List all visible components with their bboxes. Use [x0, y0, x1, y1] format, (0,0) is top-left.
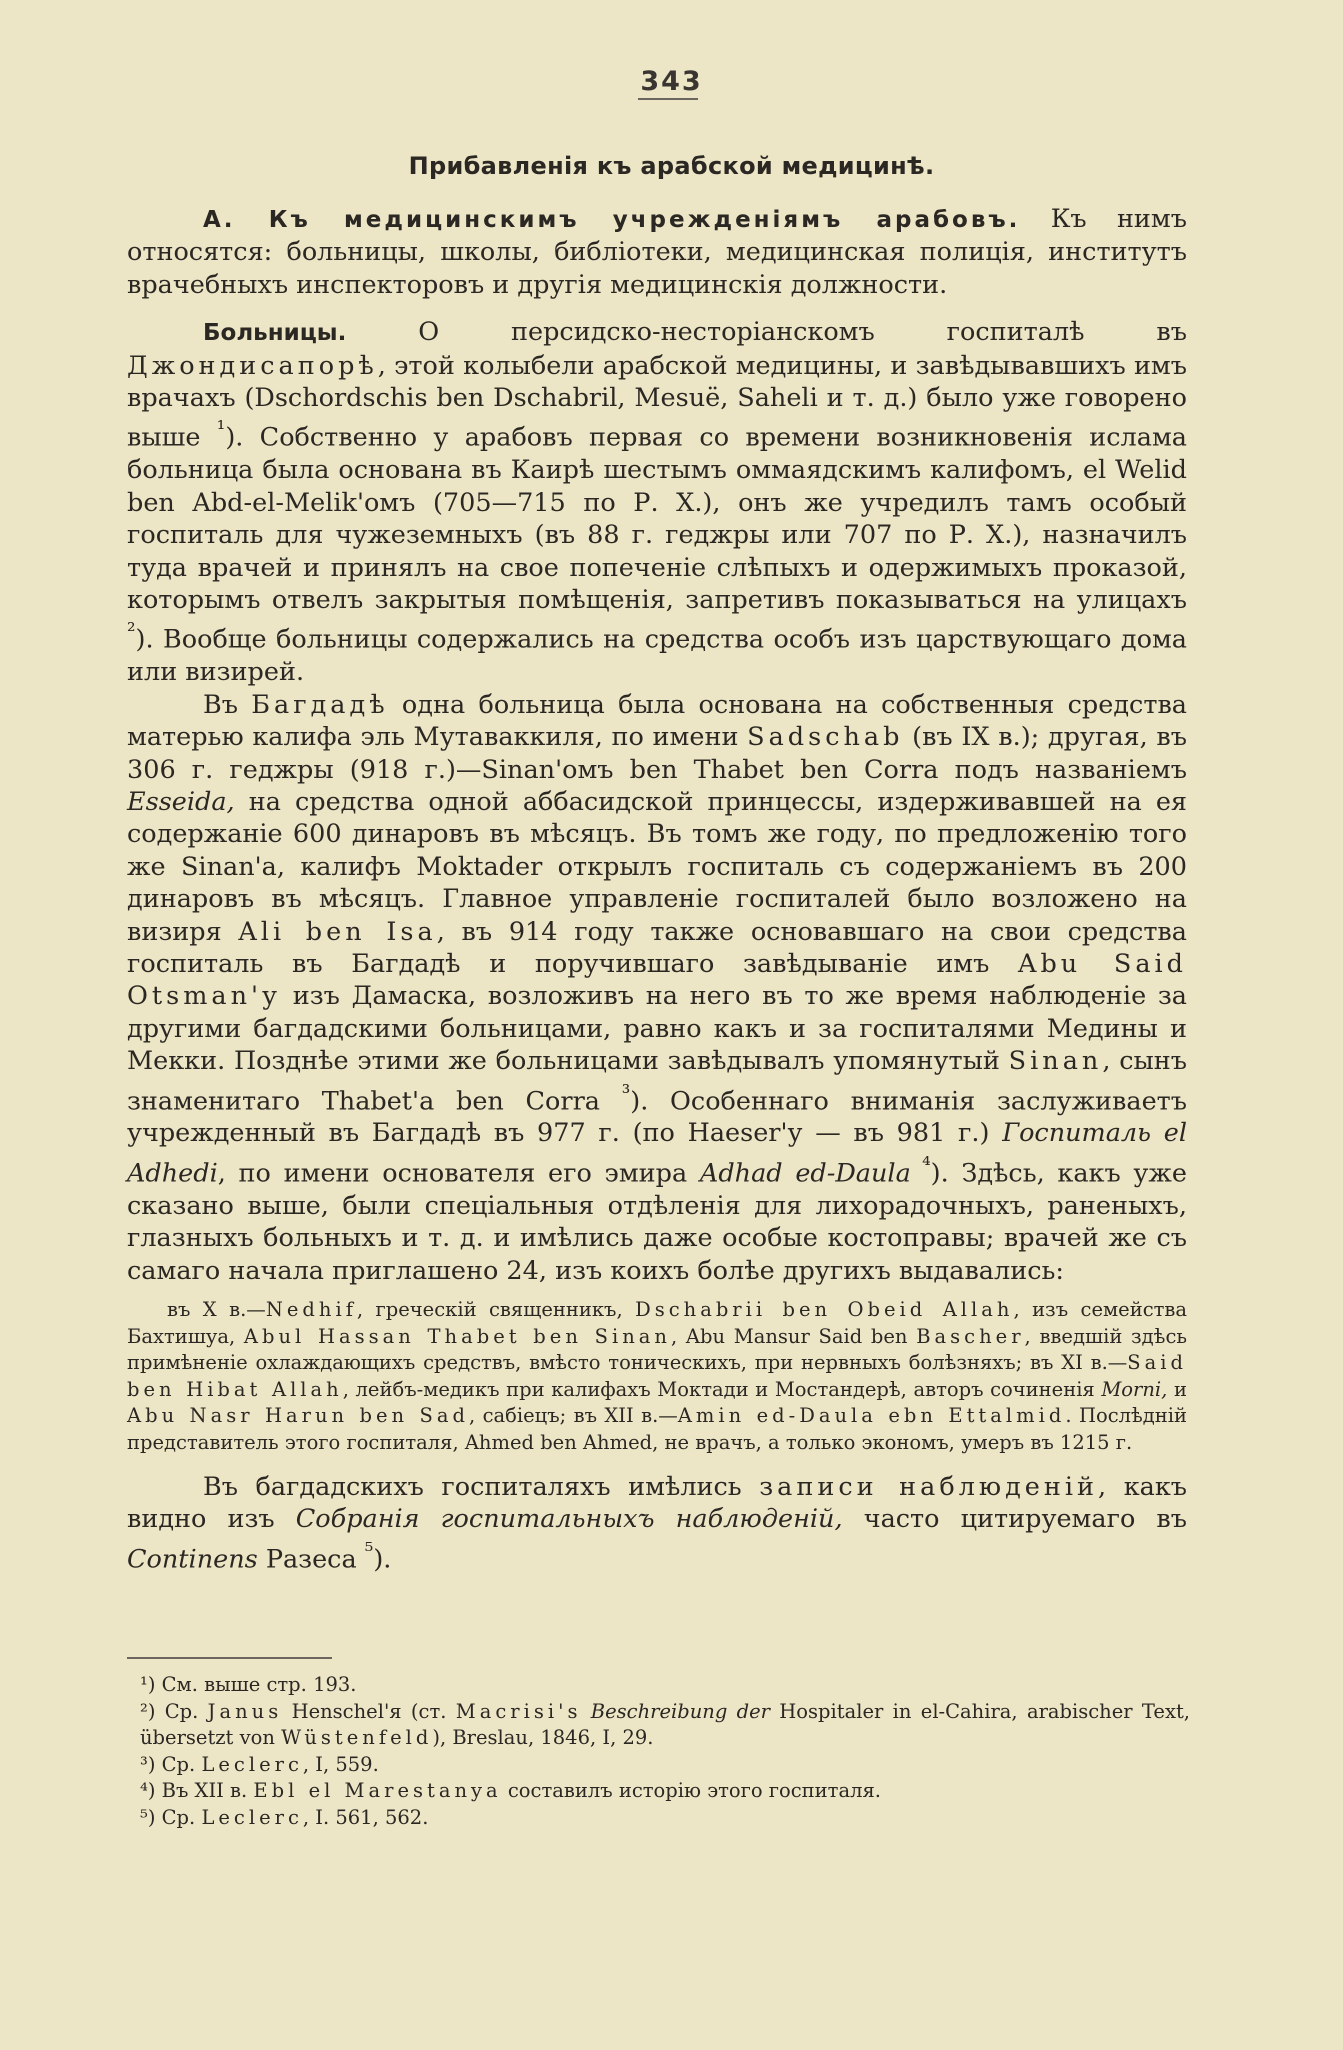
header-rule — [638, 98, 698, 100]
paragraph-records: Въ багдадскихъ госпиталяхъ имѣлись записи наблюденій, какъ видно изъ Собранія госпитальныхъ наблюденій, часто цитируемаго въ Continens Разеса $^{^5}$). — [127, 1472, 1187, 1575]
paragraph-institutions: А. Къ медицинскимъ учрежденіямъ арабовъ. Къ нимъ относятся: больницы, школы, библіотеки, медицинская полиція, институтъ врачебныхъ инспекторовъ и другія медицинскія должности. — [127, 204, 1187, 300]
footnote-rule — [127, 1657, 332, 1659]
footnote-3: ³) Ср. Leclerc, I, 559. — [140, 1752, 379, 1776]
paragraph-physicians-list: въ X в.—Nedhif, греческій священникъ, Dschabrii ben Obeid Allah, изъ семейства Бахтишуа, Abul Hassan Thabet ben Sinan, Abu Mansur Said ben Bascher, введшій здѣсь примѣненіе охлаждающихъ средствъ, вмѣсто тоническихъ, при нервныхъ болѣзняхъ; въ XI в.—Said ben Hibat Allah, лейбъ-медикъ при калифахъ Моктади и Мостандерѣ, авторъ сочиненія Morni, и Abu Nasr Harun ben Sad, сабіецъ; въ XII в.—Amin ed-Daula ebn Ettalmid. Послѣдній представитель этого госпиталя, Ahmed ben Ahmed, не врачъ, а только экономъ, умеръ въ 1215 г. — [127, 1298, 1188, 1454]
footnote-ref: ¹ — [216, 417, 226, 443]
footnote-ref: ² — [127, 619, 136, 645]
footnote-1: ¹) См. выше стр. 193. — [140, 1673, 357, 1696]
footnote-4: ⁴) Въ XII в. Ebl el Marestanya составилъ исторію этого госпиталя. — [140, 1779, 881, 1802]
subsection-heading: А. Къ медицинскимъ учрежденіямъ арабовъ. — [203, 207, 1021, 233]
footnote-2: ²) Ср. Janus Henschel'я (ст. Macrisi's Beschreibung der Hospitaler in el-Cahira, arabischer Text, übersetzt von Wüstenfeld), Breslau, 1846, I, 29. — [140, 1699, 1190, 1749]
section-title: Прибавленія къ арабской медицинѣ. — [408, 152, 935, 180]
paragraph-hospitals: Больницы. О персидско-несторіанскомъ госпиталѣ въ Джондисапорѣ, этой колыбели арабской медицины, и завѣдывавшихъ имъ врачахъ (Dschordschis ben Dschabril, Mesuë, Saheli и т. д.) было уже говорено выше $^{^1}$). Собственно у арабовъ первая со времени возникновенія ислама больница была основана въ Каирѣ шестымъ оммаядскимъ калифомъ, el Welid ben Abd-el-Melik'омъ (705—715 по Р. Х.), онъ же учредилъ тамъ особый госпиталь для чужеземныхъ (въ 88 г. геджры или 707 по Р. Х.), назначилъ туда врачей и принялъ на свое попеченіе слѣпыхъ и одержимыхъ проказой, которымъ отвелъ закрытыя помѣщенія, запретивъ показываться на улицахъ $^{^2}$). Вообще больницы содержались на средства особъ изъ царствующаго дома или визирей. — [127, 317, 1187, 688]
hospitals-heading: Больницы. — [203, 320, 347, 347]
footnote-ref: ⁴ — [910, 1152, 931, 1178]
main-text — [127, 203, 1187, 1576]
page-number: 343 — [640, 66, 703, 97]
paragraph-baghdad: Въ Багдадѣ одна больница была основана на собственныя средства матерью калифа эль Мутаваккиля, по имени Sadschab (въ IX в.); другая, въ 306 г. геджры (918 г.)—Sinan'омъ ben Thabet ben Corra подъ названіемъ Esseida, на средства одной аббасидской принцессы, издерживавшей на ея содержаніе 600 динаровъ въ мѣсяцъ. Въ томъ же году, по предложенію того же Sinan'a, калифъ Moktader открылъ госпиталь съ содержаніемъ въ 200 динаровъ въ мѣсяцъ. Главное управленіе госпиталей было возложено на визиря Ali ben Isa, въ 914 году также основавшаго на свои средства госпиталь въ Багдадѣ и поручившаго завѣдываніе имъ Abu Said Otsman'у изъ Дамаска, возложивъ на него въ то же время наблюденіе за другими багдадскими больницами, равно какъ и за госпиталями Медины и Мекки. Позднѣе этими же больницами завѣдывалъ упомянутый Sinan, сынъ знаменитаго Thabet'a ben Corra $^{^3}$). Особеннаго вниманія заслуживаетъ учрежденный въ Багдадѣ въ 977 г. (по Haeser'у — въ 981 г.) Госпиталь el Adhedi, по имени основателя его эмира Adhad ed-Daula $^{^4}$). Здѣсь, какъ уже сказано выше, были спеціальныя отдѣленія для лихорадочныхъ, раненыхъ, глазныхъ больныхъ и т. д. и имѣлись даже особые костоправы; врачей же съ самаго начала приглашено 24, изъ коихъ болѣе другихъ выдавались: — [127, 689, 1188, 1286]
footnote-5: ⁵) Ср. Leclerc, I. 561, 562. — [140, 1805, 429, 1829]
footnote-ref: ⁵ — [364, 1538, 374, 1564]
footnote-ref: ³ — [621, 1080, 631, 1106]
footnotes — [140, 1672, 1190, 1831]
